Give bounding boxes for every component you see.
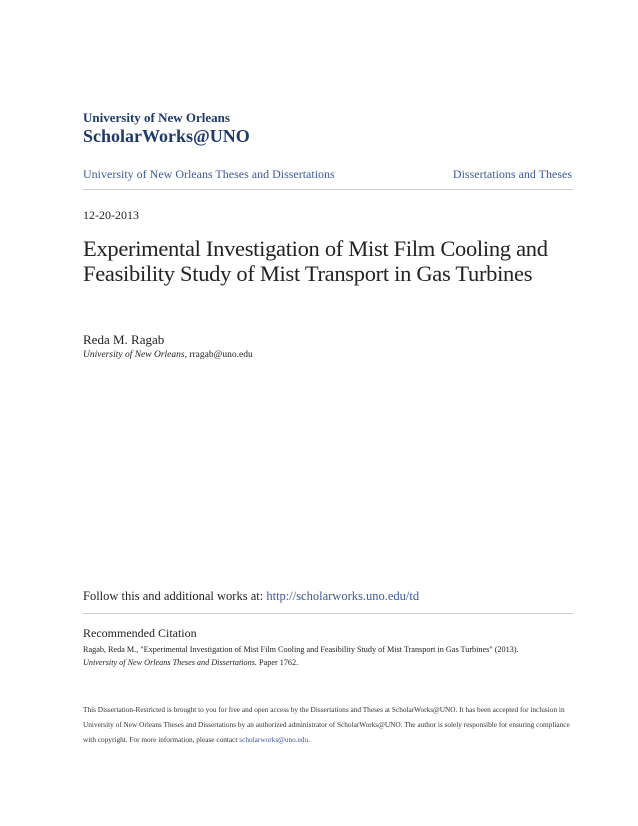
dissertations-theses-link[interactable]: Dissertations and Theses	[452, 167, 572, 181]
publication-date: 12-20-2013	[83, 208, 139, 222]
notice-text: This Dissertation-Restricted is brought to you for free and open access by the Dissertations and Theses at ScholarWorks@UNO. It has been accepted for inclusion in University of New Orleans Theses and Dissertations by an authorized administrator of ScholarWorks@UNO. The author is solely responsible for ensuring compliance with copyright. For more information, please contact	[83, 705, 570, 744]
author-name: Reda M. Ragab	[83, 332, 165, 347]
follow-link[interactable]: http://scholarworks.uno.edu/td	[266, 589, 420, 603]
theses-collection-link[interactable]: University of New Orleans Theses and Dissertations	[83, 167, 335, 181]
affiliation-email: , rragab@uno.edu	[184, 350, 253, 360]
citation-series: University of New Orleans Theses and Dissertations.	[83, 658, 257, 667]
notice-end: .	[308, 735, 311, 744]
document-title: Experimental Investigation of Mist Film Cooling and Feasibility Study of Mist Transport in Gas Turbines	[83, 236, 548, 286]
citation-heading: Recommended Citation	[83, 626, 197, 640]
institution-name: University of New Orleans	[83, 110, 230, 125]
follow-line	[83, 589, 419, 604]
header-divider	[83, 189, 573, 190]
contact-email-link[interactable]: scholarworks@uno.edu	[239, 735, 309, 744]
affiliation-institution: University of New Orleans	[83, 350, 185, 360]
follow-prefix: Follow this and additional works at:	[83, 589, 267, 603]
citation-paper: Paper 1762.	[256, 658, 299, 667]
citation-divider	[83, 613, 573, 614]
repository-name: ScholarWorks@UNO	[83, 126, 250, 146]
citation-text	[83, 643, 563, 669]
citation-main: Ragab, Reda M., "Experimental Investigation of Mist Film Cooling and Feasibility Study of Mist Transport in Gas Turbines" (2013).	[83, 645, 519, 654]
access-notice	[83, 702, 573, 747]
author-affiliation	[83, 350, 253, 360]
